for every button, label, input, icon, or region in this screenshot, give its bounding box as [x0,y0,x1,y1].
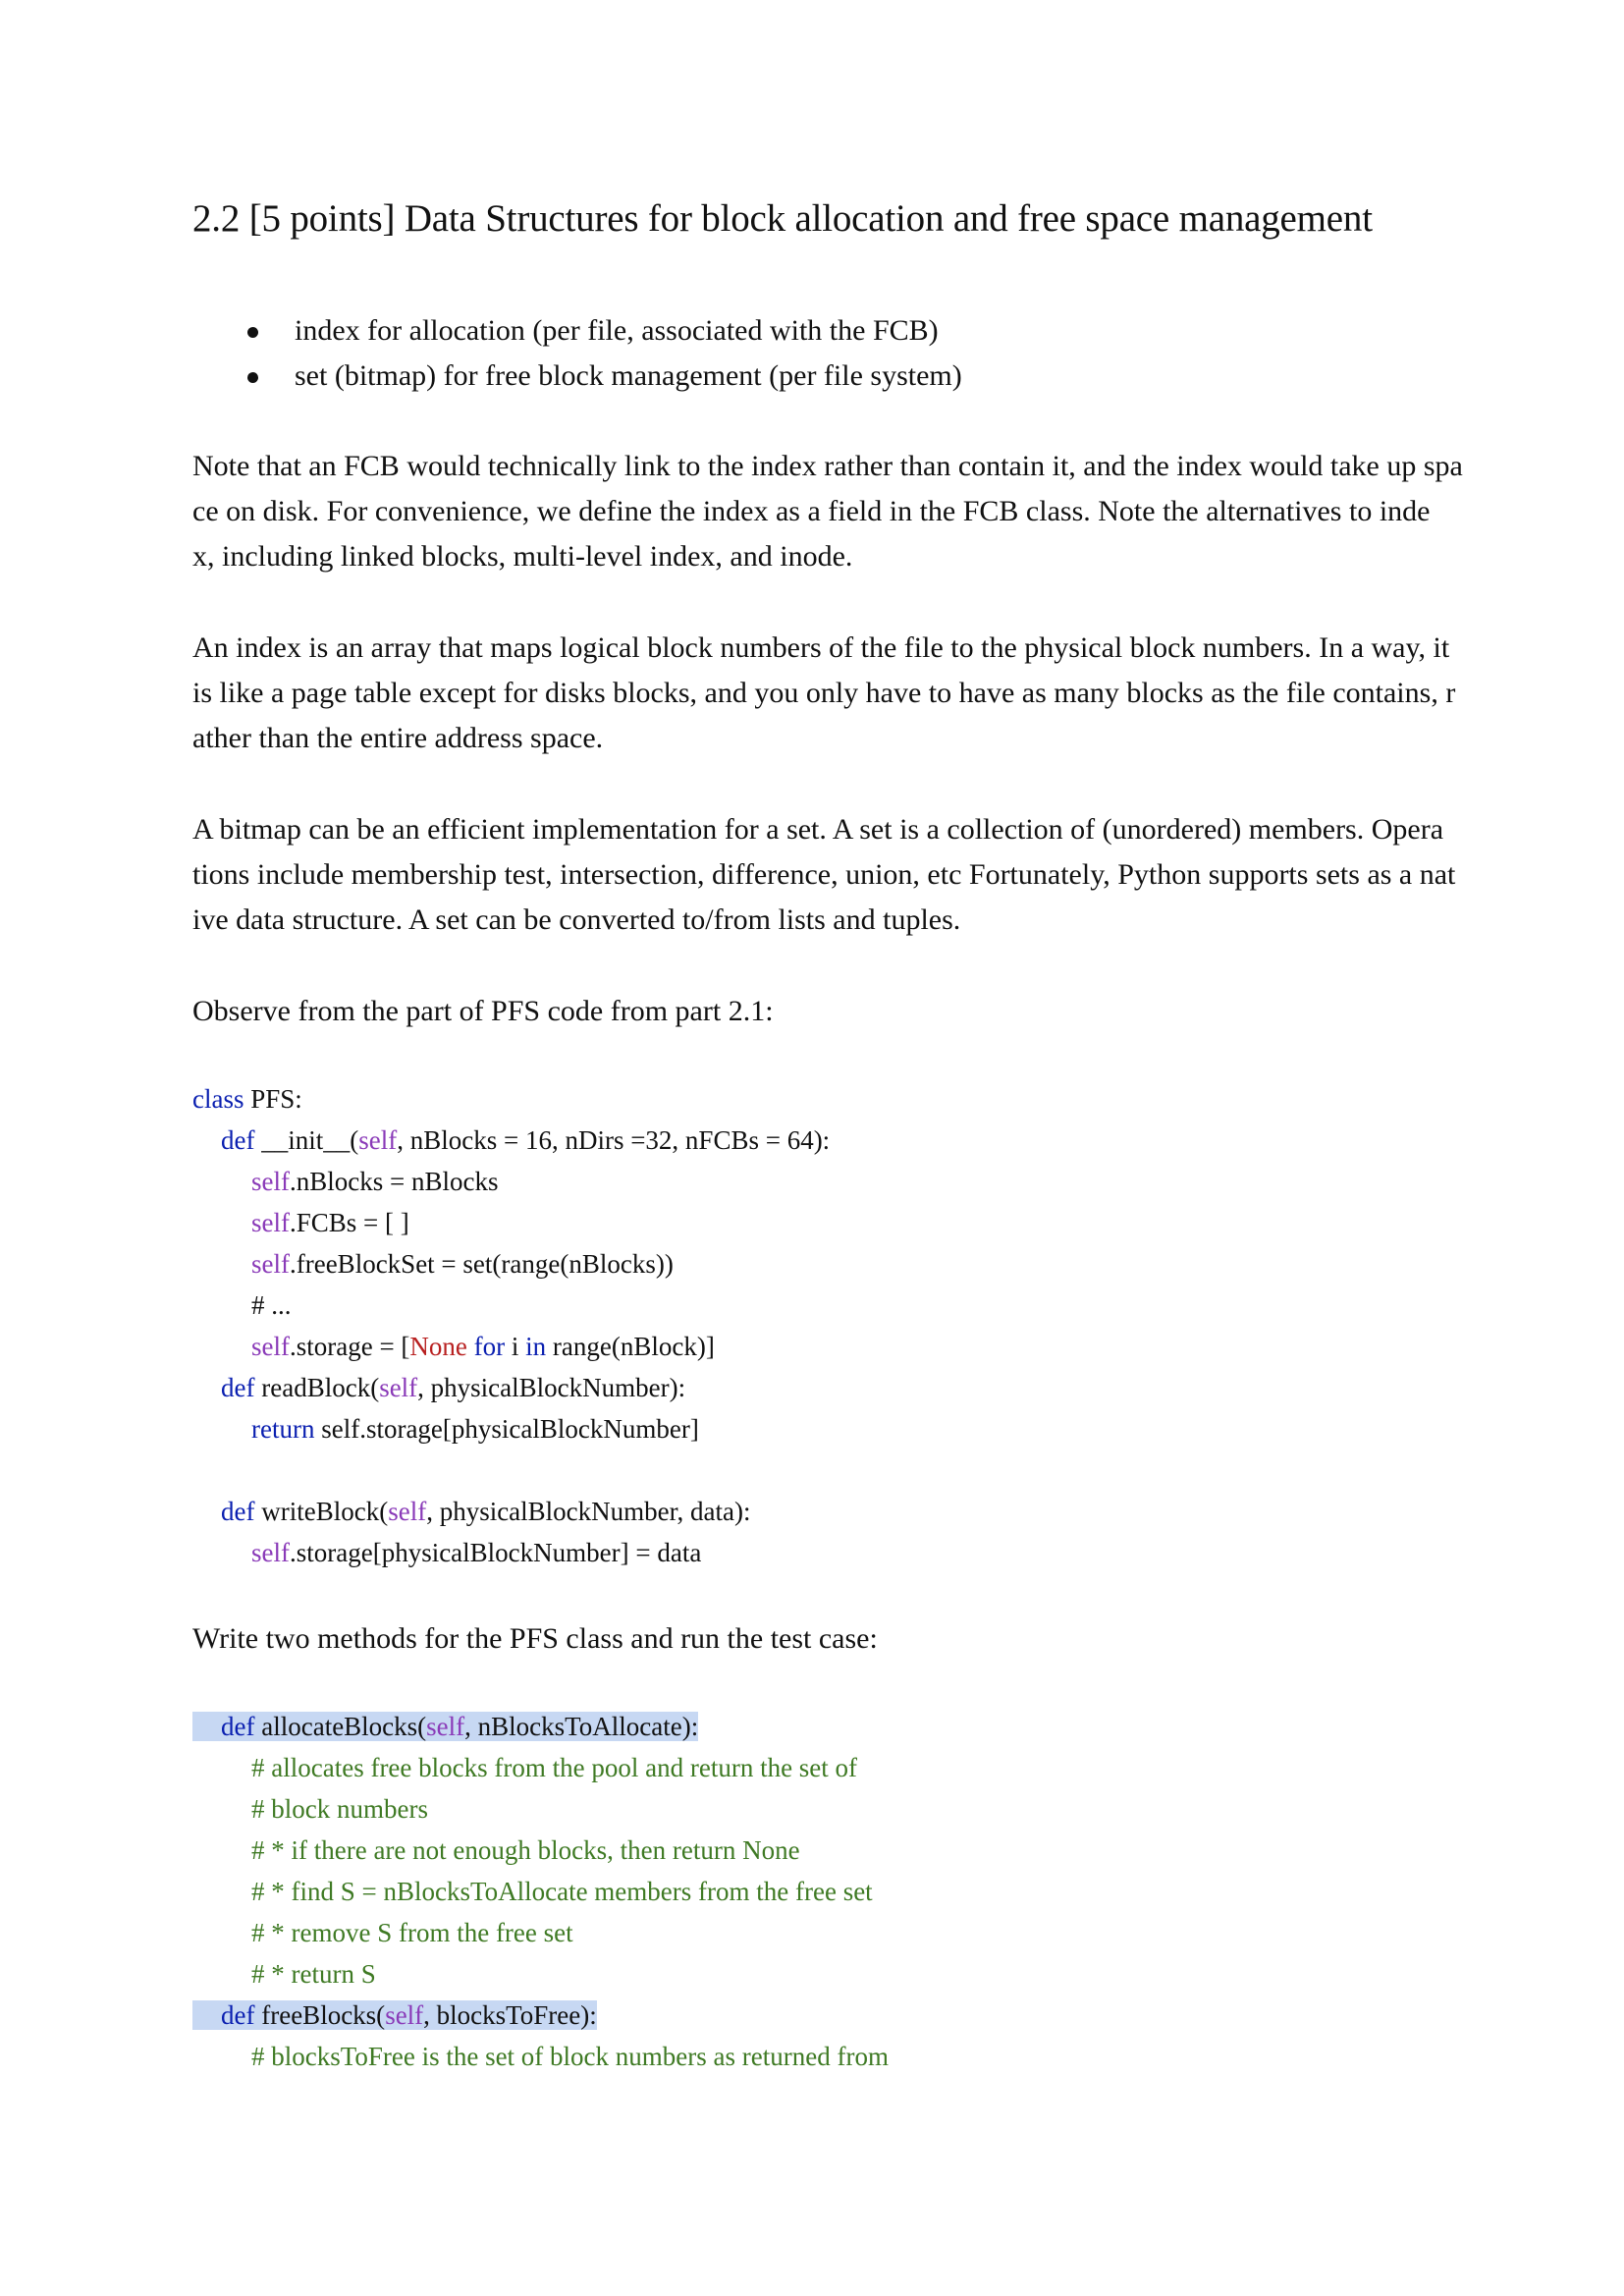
code-block-pfs [192,1078,830,1573]
code-text: , nBlocksToAllocate): [464,1712,699,1741]
code-blank-line [192,1449,830,1491]
code-text: i [505,1332,526,1361]
code-self: self [251,1167,290,1196]
paragraph-line: tions include membership test, intersection, difference, union, etc Fortunately, Python supports sets as a nat [192,858,1456,891]
paragraph-write [192,1616,1449,1662]
code-line [192,1706,889,1747]
code-none-literal: None [409,1332,467,1361]
code-keyword: class [192,1084,244,1114]
paragraph-line: An index is an array that maps logical block numbers of the file to the physical block numbers. In a way, it [192,631,1450,664]
bullet-item [245,308,962,354]
code-block-methods [192,1706,889,2077]
code-keyword: def [221,1125,255,1155]
code-line [192,1285,830,1326]
code-line [192,1243,830,1285]
code-text: range(nBlock)] [546,1332,715,1361]
code-line [192,1995,889,2036]
code-text: writeBlock( [254,1497,389,1526]
code-comment: # ... [251,1290,292,1320]
bullet-text: set (bitmap) for free block management (per file system) [295,359,962,392]
highlighted-signature [192,1712,698,1741]
code-text: PFS: [244,1084,302,1114]
code-comment: # allocates free blocks from the pool and return the set of [251,1753,858,1782]
code-line [192,1532,830,1573]
code-text: freeBlocks( [254,2000,386,2030]
code-text: , nBlocks = 16, nDirs =32, nFCBs = 64): [397,1125,831,1155]
code-text: __init__( [254,1125,359,1155]
paragraph-line: A bitmap can be an efficient implementation for a set. A set is a collection of (unordered) members. Opera [192,813,1444,846]
paragraph-bitmap-note [192,807,1456,943]
code-line [192,1326,830,1367]
code-line [192,1408,830,1449]
code-text: allocateBlocks( [254,1712,427,1741]
code-self: self [388,1497,427,1526]
code-text: .nBlocks = nBlocks [289,1167,499,1196]
code-line [192,1161,830,1202]
paragraph-line: ather than the entire address space. [192,722,604,754]
code-line [192,1078,830,1120]
bullet-item [245,354,962,399]
code-comment: # * remove S from the free set [251,1918,573,1947]
section-heading: 2.2 [5 points] Data Structures for block allocation and free space management [192,197,1373,240]
code-text: , physicalBlockNumber): [417,1373,686,1402]
paragraph-line: Note that an FCB would technically link to the index rather than contain it, and the index would take up spa [192,450,1463,482]
code-comment: # * return S [251,1959,376,1989]
code-text: readBlock( [254,1373,380,1402]
code-text: , physicalBlockNumber, data): [426,1497,751,1526]
code-keyword: def [221,1373,255,1402]
code-self: self [251,1332,290,1361]
code-text: .storage = [ [289,1332,410,1361]
code-text: .FCBs = [ ] [289,1208,409,1237]
paragraph-index-note [192,626,1456,761]
paragraph-line: ce on disk. For convenience, we define the index as a field in the FCB class. Note the alternatives to inde [192,495,1431,527]
code-self: self [358,1125,398,1155]
paragraph-line: x, including linked blocks, multi-level index, and inode. [192,540,853,573]
code-keyword: for [473,1332,506,1361]
code-comment: # * if there are not enough blocks, then return None [251,1835,800,1865]
paragraph-line: Observe from the part of PFS code from part 2.1: [192,995,774,1027]
code-line [192,1120,830,1161]
code-keyword: in [525,1332,547,1361]
code-keyword: return [251,1414,315,1444]
code-keyword: def [221,1712,255,1741]
code-self: self [251,1249,290,1279]
bullet-dot-icon [247,372,258,383]
code-comment: # * find S = nBlocksToAllocate members from the free set [251,1877,873,1906]
bullet-dot-icon [247,327,258,338]
paragraph-fcb-note [192,444,1463,579]
code-keyword: def [221,1497,255,1526]
code-self: self [251,1208,290,1237]
code-self: self [426,1712,465,1741]
highlighted-signature [192,2000,597,2030]
paragraph-line: Write two methods for the PFS class and run the test case: [192,1622,878,1655]
code-line [192,1491,830,1532]
paragraph-line: ive data structure. A set can be converted to/from lists and tuples. [192,903,961,936]
code-text: .storage[physicalBlockNumber] = data [289,1538,702,1567]
code-text: , blocksToFree): [423,2000,597,2030]
code-keyword: def [221,2000,255,2030]
bullet-list [245,308,962,399]
code-comment: # block numbers [251,1794,428,1824]
code-text: self.storage[physicalBlockNumber] [314,1414,699,1444]
paragraph-observe [192,989,1449,1034]
code-self: self [385,2000,424,2030]
code-line [192,1202,830,1243]
code-text: .freeBlockSet = set(range(nBlocks)) [289,1249,674,1279]
code-line [192,1367,830,1408]
paragraph-line: is like a page table except for disks blocks, and you only have to have as many blocks as the file contains, r [192,677,1456,709]
code-self: self [379,1373,418,1402]
code-self: self [251,1538,290,1567]
code-comment: # blocksToFree is the set of block numbers as returned from [251,2042,889,2071]
bullet-text: index for allocation (per file, associated with the FCB) [295,314,939,347]
